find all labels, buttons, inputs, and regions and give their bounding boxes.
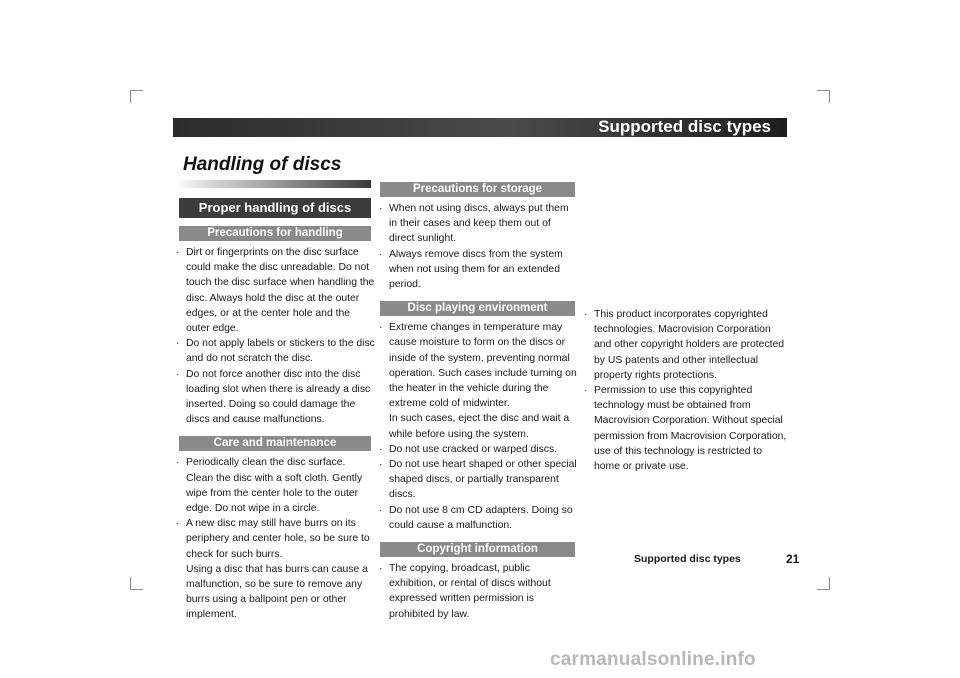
list-item: · Periodically clean the disc surface. Clean the disc with a soft cloth. Gently wipe from the center hole to the outer edge. Do not wipe in a circle. (176, 457, 363, 515)
column-3 (583, 152, 788, 474)
list-item: · Permission to use this copyrighted technology must be obtained from Macrovision Corporation. Without special permission from Macrovision Corporation, use of this technology is restricted to home or private use. (584, 385, 787, 473)
column-2 (378, 152, 578, 622)
crop-mark-top-right (829, 90, 830, 103)
subheading-copyright: Copyright information (380, 542, 575, 557)
header-bar (173, 118, 787, 137)
list-item: · Do not apply labels or stickers to the disc and do not scratch the disc. (176, 338, 375, 365)
list-item: · The copying, broadcast, public exhibition, or rental of discs without expressed written permission is prohibited by law. (379, 563, 551, 620)
list-precautions-handling (175, 245, 375, 427)
crop-mark-bottom-right (817, 589, 830, 590)
watermark: carmanualsonline.info (550, 649, 756, 670)
list-item: · This product incorporates copyrighted technologies. Macrovision Corporation and other copyright holders are protected by US patents and other intellectual property rights protections. (584, 309, 785, 381)
list-item: · Do not use 8 cm CD adapters. Doing so could cause a malfunction. (379, 504, 573, 531)
section-heading-proper-handling: Proper handling of discs (179, 198, 371, 218)
page-number: 21 (786, 552, 800, 566)
list-item: · Do not use heart shaped or other special shaped discs, or partially transparent discs. (379, 459, 577, 501)
crop-mark-top-left (130, 90, 143, 91)
subheading-care-maintenance: Care and maintenance (179, 436, 371, 451)
title-rule (175, 180, 371, 188)
list-item: · A new disc may still have burrs on its periphery and center hole, so be sure to check for such burrs. (176, 518, 370, 560)
list-item: · Do not force another disc into the disc loading slot when there is already a disc inserted. Doing so could damage the discs and cause malfunctions. (176, 368, 371, 426)
subheading-precautions-storage: Precautions for storage (380, 182, 575, 197)
subheading-precautions-handling: Precautions for handling (179, 226, 371, 241)
header-title: Supported disc types (598, 117, 771, 136)
list-item: · Extreme changes in temperature may cause moisture to form on the discs or inside of the system, preventing normal operation. Such cases include turning on the heater in the vehicle during the extreme cold of midwinter. (379, 322, 577, 410)
crop-mark-top-left (130, 90, 131, 103)
list-item: · When not using discs, always put them in their cases and keep them out of direct sunlight. (379, 203, 569, 245)
subheading-playing-environment: Disc playing environment (380, 301, 575, 316)
list-playing-environment (378, 320, 578, 533)
list-care-maintenance (175, 455, 375, 622)
list-copyright (378, 561, 578, 622)
list-item: Using a disc that has burrs can cause a malfunction, so be sure to remove any burrs using a ballpoint pen or other implement. (186, 563, 368, 621)
crop-mark-bottom-left (130, 589, 143, 590)
column-1 (175, 150, 375, 623)
list-item: In such cases, eject the disc and wait a while before using the system. (389, 413, 570, 440)
list-precautions-storage (378, 201, 578, 292)
list-item: · Always remove discs from the system when not using them for an extended period. (379, 248, 563, 291)
footer-label: Supported disc types (634, 553, 741, 565)
crop-mark-top-right (817, 90, 830, 91)
list-item: · Do not use cracked or warped discs. (379, 443, 558, 455)
list-item: · Dirt or fingerprints on the disc surface could make the disc unreadable. Do not touch the disc surface when handling the disc. Always hold the disc at the outer edges, or at the center hole and the outer edge. (176, 247, 375, 335)
list-copyright-continued (583, 307, 788, 474)
page-title: Handling of discs (183, 154, 342, 175)
